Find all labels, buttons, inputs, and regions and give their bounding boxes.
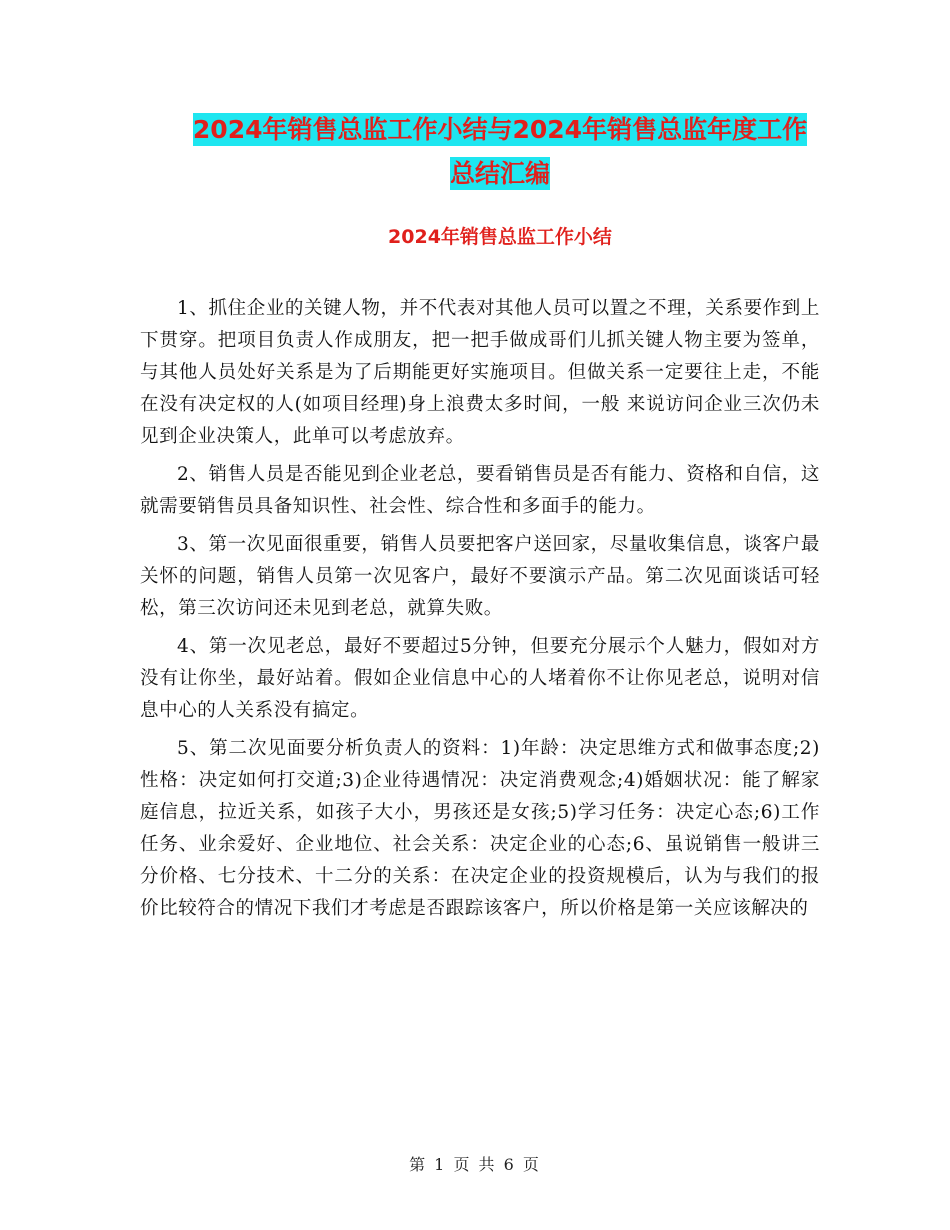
paragraph-2: 2、销售人员是否能见到企业老总，要看销售员是否有能力、资格和自信，这就需要销售员具备知识性、社会性、综合性和多面手的能力。: [140, 464, 820, 517]
paragraph-5: 5、第二次见面要分析负责人的资料：1)年龄：决定思维方式和做事态度;2)性格：决定如何打交道;3)企业待遇情况：决定消费观念;4)婚姻状况：能了解家庭信息，拉近关系，如孩子大小，男孩还是女孩;5)学习任务：决定心态;6)工作任务、业余爱好、企业地位、社会关系：决定企业的心态;6、虽说销售一般讲三分价格、七分技术、十二分的关系：在决定企业的投资规模后，认为与我们的报价比较符合的情况下我们才考虑是否跟踪该客户，所以价格是第一关应该解决的: [140, 738, 820, 919]
section-title: 2024年销售总监工作小结: [388, 226, 612, 248]
document-title: [140, 108, 860, 196]
page-footer: 第 1 页 共 6 页: [409, 1155, 541, 1174]
paragraph-1: 1、抓住企业的关键人物，并不代表对其他人员可以置之不理，关系要作到上下贯穿。把项目负责人作成朋友，把一把手做成哥们儿抓关键人物主要为签单，与其他人员处好关系是为了后期能更好实施项目。但做关系一定要往上走，不能在没有决定权的人(如项目经理)身上浪费太多时间，一般 来说访问企业三次仍未见到企业决策人，此单可以考虑放弃。: [140, 298, 820, 447]
title-line-2: 总结汇编: [449, 159, 550, 188]
title-line-1: 2024年销售总监工作小结与2024年销售总监年度工作: [192, 115, 808, 144]
paragraph-3: 3、第一次见面很重要，销售人员要把客户送回家，尽量收集信息，谈客户最关怀的问题，销售人员第一次见客户，最好不要演示产品。第二次见面谈话可轻松，第三次访问还未见到老总，就算失败。: [140, 534, 820, 619]
paragraph-4: 4、第一次见老总，最好不要超过5分钟，但要充分展示个人魅力，假如对方没有让你坐，最好站着。假如企业信息中心的人堵着你不让你见老总，说明对信息中心的人关系没有搞定。: [140, 636, 820, 721]
document-body: [140, 293, 820, 931]
